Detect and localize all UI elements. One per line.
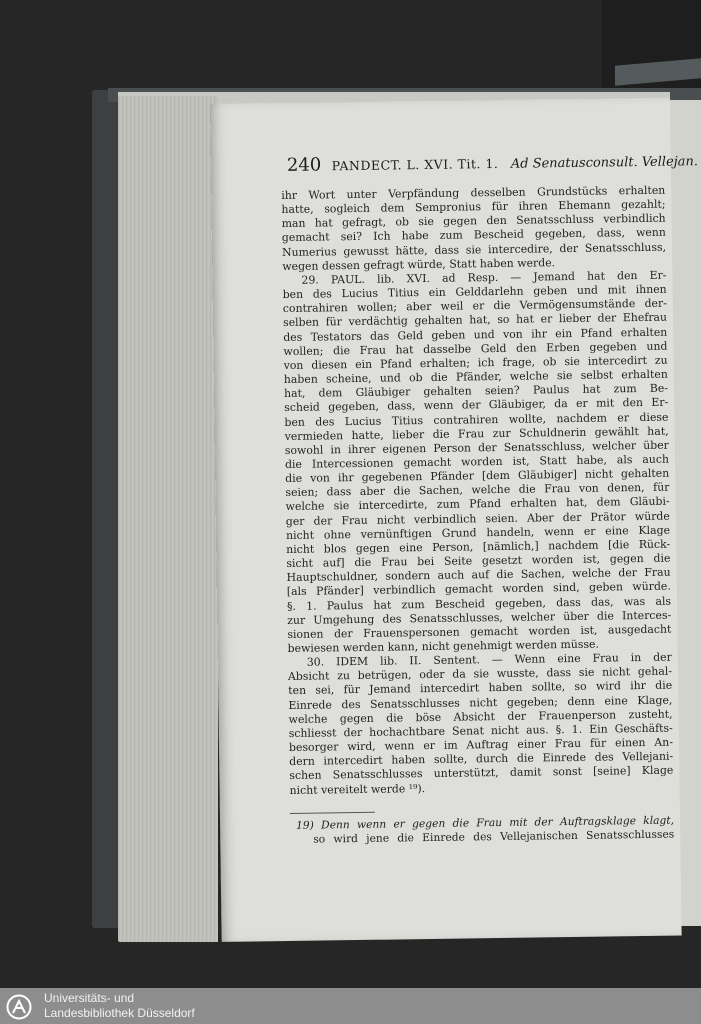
text-line: nicht vereitelt werde ¹⁹). (289, 781, 426, 797)
page-number: 240 (286, 154, 322, 176)
text-line: des Testators das Geld geben und von ihr ein Pfand erhalten (283, 325, 668, 344)
text-line: besorger wird, wenn er im Auftrag einer Frau für einen An- (288, 735, 674, 755)
text-line: hat, dem Gläubiger gehalten seien? Paulus hat zum Be- (283, 381, 669, 401)
text-line: ben des Lucius Titius contrahiren wollte, nachdem er diese (284, 410, 669, 429)
page-stack-edge (118, 96, 218, 942)
text-line: welche sie intercedirte, zum Pfand erhalten hat, dem Gläubi- (285, 495, 670, 514)
text-line: man hat gefragt, ob sie gegen den Senatsschluss verbindlich (281, 211, 666, 231)
text-line: die von ihr gegebenen Pfänder [dem Gläubiger] nicht gehalten (285, 466, 670, 486)
body-text (281, 184, 673, 798)
library-name-line-2: Landesbibliothek Düsseldorf (44, 1005, 195, 1020)
text-line: 30. IDEM lib. II. Sentent. — Wenn eine Frau in der (306, 650, 672, 669)
text-line: schliesst der hochachtbare Senat nicht aus. §. 1. Ein Geschäfts- (288, 721, 673, 740)
text-line: selben für verdächtig gehalten hat, so hat er lieber der Ehefrau (282, 311, 668, 330)
text-line: die Intercessionen gemacht worden ist, Statt habe, als auch (284, 452, 670, 471)
text-line: hatte, sogleich dem Sempronius für ihren Ehemann gezahlt; (281, 197, 666, 217)
text-line: schen Senatsschlusses unterstützt, damit sonst [seine] Klage (289, 764, 674, 783)
text-line: Hauptschuldner, sondern auch auf die Sachen, welche der Frau (286, 565, 671, 585)
text-line: ben des Lucius Titius ein Gelddarlehn geben und mit ihnen (282, 282, 667, 302)
text-line: bewiesen werden kann, nicht genehmigt werden müsse. (287, 637, 600, 655)
text-line: ger der Frau nicht verbindlich seien. Aber der Prätor würde (285, 509, 670, 528)
text-line: Numerius gewusst hätte, dass sie intercedire, der Senatsschluss, (281, 240, 667, 259)
text-line: ihr Wort unter Verpfändung desselben Grundstücks erhalten (281, 183, 666, 203)
text-line: seien; dass aber die Sachen, welche die Frau von denen, für (285, 480, 670, 500)
text-line: haben scheine, und ob die Pfänder, welche sie selbst erhalten (283, 367, 668, 387)
text-line: dern intercedirt haben sollte, durch die Einrede des Vellejani- (289, 749, 674, 769)
library-name (44, 991, 195, 1020)
book-page (210, 98, 699, 942)
text-line: contrahiren wollen; aber weil er die Vermögensumstände der- (282, 296, 667, 316)
running-title-italic: Ad Senatusconsult. Vellejan. (510, 154, 699, 172)
text-line: von diesen ein Pfand erhalten; ich frage, ob sie intercedirt zu (283, 353, 668, 372)
text-line: [als Pfänder] verbindlich gemacht worden sind, geben würde. (286, 579, 671, 599)
text-line: sicht auf] die Frau bei Seite gesetzt worden ist, gegen die (286, 551, 671, 571)
text-line: §. 1. Paulus hat zum Bescheid gegeben, dass das, was als (286, 594, 672, 613)
running-title: PANDECT. L. XVI. Tit. 1. (331, 155, 499, 174)
page-header (286, 150, 699, 179)
library-logo-icon (6, 994, 32, 1020)
text-line: welche gegen die böse Absicht der Frauenperson zusteht, (288, 707, 673, 726)
library-name-line-1: Universitäts- und (44, 991, 135, 1005)
text-line: zur Umgehung des Senatsschlusses, welcher über die Interces- (287, 608, 672, 627)
text-line: sowohl in ihrer eigenen Person der Senatsschluss, welcher über (284, 438, 669, 457)
footnote (296, 814, 674, 847)
text-line: nicht ohne vernünftigen Grund handeln, wenn er eine Klage (285, 523, 671, 542)
text-line: sionen der Frauenspersonen gemacht worden ist, ausgedacht (287, 622, 672, 641)
footnote-line: so wird jene die Einrede des Vellejanischen Senatsschlusses (313, 827, 675, 846)
text-line: 29. PAUL. lib. XVI. ad Resp. — Jemand hat den Er- (301, 268, 667, 287)
footnote-line: 19) Denn wenn er gegen die Frau mit der Auftragsklage klagt, (295, 813, 675, 832)
text-line: ten sei, für Jemand intercedirt haben sollte, so wird ihr die (288, 679, 673, 698)
text-line: wollen; die Frau hat dasselbe Geld den Erben gegeben und (283, 339, 668, 358)
footnote-divider (290, 812, 375, 814)
text-line: Einrede des Senatsschlusses nicht gegeben; denn eine Klage, (288, 693, 673, 712)
text-line: nicht blos gegen eine Person, [nämlich,] nachdem [die Rück- (286, 537, 671, 556)
text-line: scheid gegeben, dass, wenn der Gläubiger, da er mit den Er- (284, 395, 669, 415)
text-line: gemacht sei? Ich habe zum Bescheid gegeben, dass, wenn (281, 226, 666, 245)
text-line: Absicht zu betrügen, oder da sie wusste, dass sie nicht gehal- (287, 664, 673, 684)
text-line: vermieden hatte, lieber die Frau zur Schuldnerin gewählt hat, (284, 424, 669, 443)
text-line: wegen dessen gefragt würde, Statt haben werde. (282, 255, 556, 273)
